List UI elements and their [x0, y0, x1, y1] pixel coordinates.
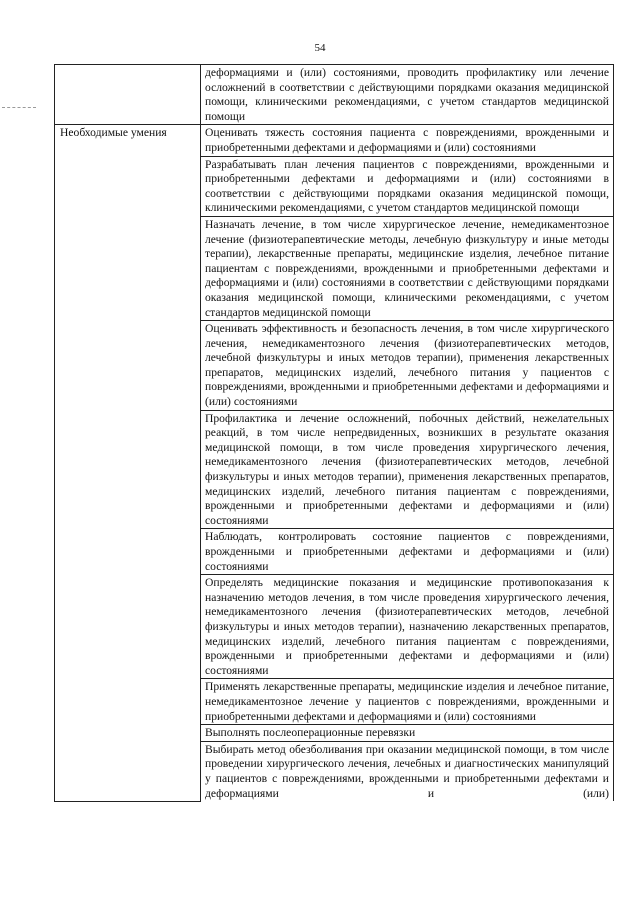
table-row [55, 125, 614, 156]
row-text: Оценивать тяжесть состояния пациента с повреждениями, врожденными и приобретенными дефектами и деформациями и (или) состояниями [201, 125, 614, 156]
scan-margin-mark [2, 107, 36, 108]
row-text: деформациями и (или) состояниями, проводить профилактику или лечение осложнений в соответствии с действующими порядками оказания медицинской помощи, клиническими рекомендациями, с учетом стандартов медицинской помощи [201, 65, 614, 125]
row-text: Применять лекарственные препараты, медицинские изделия и лечебное питание, немедикаментозное лечение у пациентов с повреждениями, врожденными и приобретенными дефектами и деформациями и (или) состояниями [201, 679, 614, 725]
skills-table [54, 64, 614, 802]
row-text: Профилактика и лечение осложнений, побочных действий, нежелательных реакций, в том числе непредвиденных, возникших в результате оказания медицинской помощи, в том числе проведения хирургического лечения, немедикаментозного лечения (физиотерапевтических методов, лечебной физкультуры и иных методов терапии), применения лекарственных препаратов, медицинских изделий, лечебного питания пациентам с повреждениями, врожденными и приобретенными дефектами и деформациями и (или) состояниями [201, 410, 614, 529]
row-text: Оценивать эффективность и безопасность лечения, в том числе хирургического лечения, немедикаментозного лечения (физиотерапевтических методов, лечебной физкультуры и иных методов терапии), применения лекарственных препаратов, медицинских изделий, лечебного питания у пациентов с повреждениями, врожденными и приобретенными дефектами и деформациями и (или) состояниями [201, 321, 614, 411]
row-text: Назначать лечение, в том числе хирургическое лечение, немедикаментозное лечение (физиотерапевтические методы, лечебную физкультуру и иные методы терапии), лекарственные препараты, медицинские изделия, лечебное питание пациентам с повреждениями, врожденными и приобретенными дефектами и деформациями и (или) состояниями в соответствии с действующими порядками оказания медицинской помощи, клиническими рекомендациями, с учетом стандартов медицинской помощи [201, 216, 614, 320]
section-label: Необходимые умения [55, 125, 201, 801]
row-text: Выполнять послеоперационные перевязки [201, 725, 614, 742]
row-text: Выбирать метод обезболивания при оказании медицинской помощи, в том числе проведении хирургического лечения, лечебных и диагностических манипуляций у пациентов с повреждениями, врожденными и приобретенными дефектами и деформациями и (или) [201, 741, 614, 801]
table-row [55, 65, 614, 125]
row-text: Разрабатывать план лечения пациентов с повреждениями, врожденными и приобретенными дефектами и деформациями и (или) состояниями в соответствии с действующими порядками оказания медицинской помощи, клиническими рекомендациями, с учетом стандартов медицинской помощи [201, 156, 614, 216]
page-number: 54 [314, 42, 326, 54]
row-label [55, 65, 201, 125]
row-text: Определять медицинские показания и медицинские противопоказания к назначению методов лечения, в том числе проведения хирургического лечения, немедикаментозного лечения (физиотерапевтических методов, лечебной физкультуры и иных методов терапии), назначению лекарственных препаратов, медицинских изделий, лечебного питания пациентам с повреждениями, врожденными и приобретенными дефектами и деформациями и (или) состояниями [201, 575, 614, 679]
row-text: Наблюдать, контролировать состояние пациентов с повреждениями, врожденными и приобретенными дефектами и деформациями и (или) состояниями [201, 529, 614, 575]
